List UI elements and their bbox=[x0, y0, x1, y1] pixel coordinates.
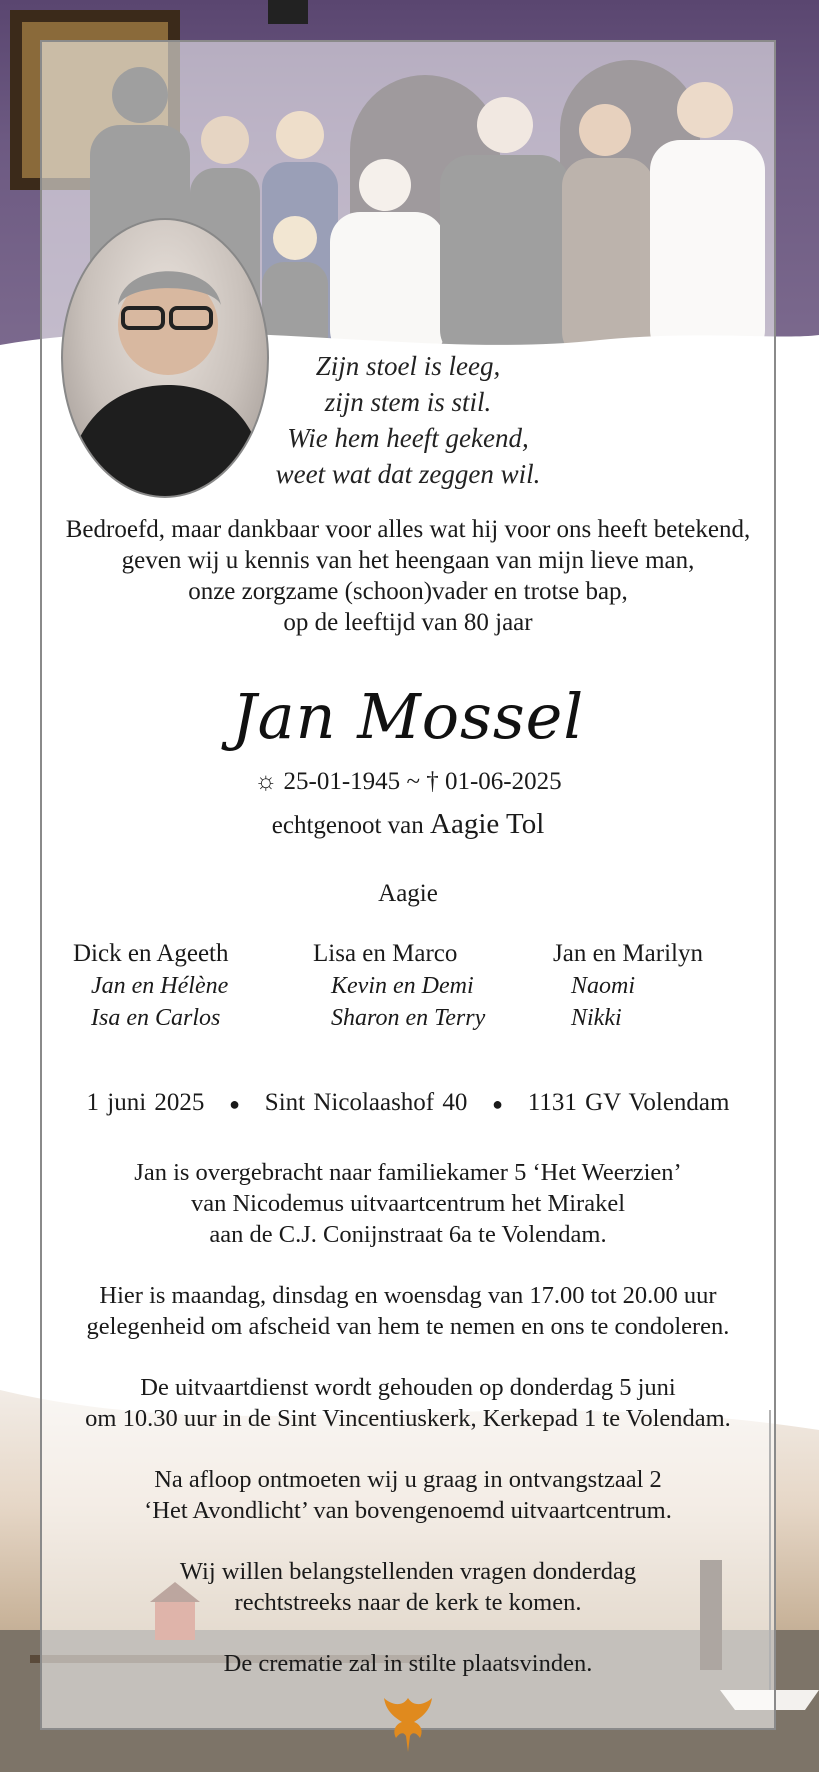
spouse-prefix: echtgenoot van bbox=[271, 812, 424, 839]
child-couple: Jan en Marilyn bbox=[553, 940, 703, 967]
signatory-wife: Aagie bbox=[378, 880, 438, 907]
family-column bbox=[553, 938, 703, 1034]
spouse-name: Aagie Tol bbox=[430, 808, 545, 840]
poem-line: zijn stem is stil. bbox=[324, 387, 492, 417]
spouse-line bbox=[40, 808, 776, 841]
paragraph-request bbox=[40, 1556, 776, 1618]
child-couple: Dick en Ageeth bbox=[73, 940, 229, 967]
bullet-icon: ● bbox=[229, 1094, 241, 1114]
announcement-line: onze zorgzame (schoon)vader en trotse bap, bbox=[188, 578, 628, 605]
paragraph-location bbox=[40, 1157, 776, 1250]
paragraph-line: De uitvaartdienst wordt gehouden op donderdag 5 juni bbox=[140, 1374, 676, 1401]
poem bbox=[40, 348, 776, 492]
family-column bbox=[73, 938, 229, 1034]
bullet-icon: ● bbox=[492, 1094, 504, 1114]
paragraph-line: Hier is maandag, dinsdag en woensdag van 17.00 tot 20.00 uur bbox=[99, 1282, 717, 1309]
paragraph-line: Jan is overgebracht naar familiekamer 5 ‘Het Weerzien’ bbox=[134, 1159, 682, 1186]
phoenix-icon bbox=[380, 1694, 436, 1756]
paragraph-line: gelegenheid om afscheid van hem te nemen en ons te condoleren. bbox=[86, 1313, 730, 1340]
grandchild: Sharon en Terry bbox=[331, 1005, 486, 1031]
grandchild: Isa en Carlos bbox=[91, 1005, 221, 1031]
paragraph-line: Na afloop ontmoeten wij u graag in ontvangstzaal 2 bbox=[154, 1466, 662, 1493]
paragraph-line: rechtstreeks naar de kerk te komen. bbox=[234, 1589, 582, 1616]
announcement-line: op de leeftijd van 80 jaar bbox=[283, 609, 533, 636]
correspondence-address bbox=[40, 1089, 776, 1117]
paragraph-reception bbox=[40, 1464, 776, 1526]
address-city: 1131 GV Volendam bbox=[527, 1089, 730, 1116]
life-dates bbox=[40, 768, 776, 796]
announcement-line: Bedroefd, maar dankbaar voor alles wat hij voor ons heeft betekend, bbox=[65, 516, 751, 543]
cross-icon: † bbox=[426, 768, 439, 795]
grandchild: Nikki bbox=[571, 1005, 622, 1031]
announcement-line: geven wij u kennis van het heengaan van mijn lieve man, bbox=[121, 547, 695, 574]
child-couple: Lisa en Marco bbox=[313, 940, 458, 967]
deceased-name: Jan Mossel bbox=[231, 680, 585, 753]
paragraph-line: van Nicodemus uitvaartcentrum het Mirakel bbox=[190, 1190, 626, 1217]
birth-date: 25-01-1945 bbox=[283, 768, 401, 795]
paragraph-line: om 10.30 uur in de Sint Vincentiuskerk, Kerkepad 1 te Volendam. bbox=[85, 1405, 731, 1432]
address-street: Sint Nicolaashof 40 bbox=[264, 1089, 468, 1116]
ceiling-speaker bbox=[268, 0, 308, 24]
paragraph-line: aan de C.J. Conijnstraat 6a te Volendam. bbox=[209, 1221, 607, 1248]
family-column bbox=[313, 938, 485, 1034]
paragraph-line: De crematie zal in stilte plaatsvinden. bbox=[223, 1650, 593, 1677]
paragraph-cremation bbox=[40, 1648, 776, 1679]
grandchild: Naomi bbox=[571, 973, 636, 999]
paragraph-service bbox=[40, 1372, 776, 1434]
poem-line: Zijn stoel is leeg, bbox=[315, 351, 501, 381]
death-date: 01-06-2025 bbox=[444, 768, 562, 795]
paragraph-line: ‘Het Avondlicht’ van bovengenoemd uitvaartcentrum. bbox=[144, 1497, 672, 1524]
paragraph-visiting bbox=[40, 1280, 776, 1342]
sun-icon: ☼ bbox=[254, 768, 278, 795]
address-date: 1 juni 2025 bbox=[86, 1089, 205, 1116]
grandchild: Jan en Hélène bbox=[91, 973, 229, 999]
date-separator: ~ bbox=[406, 768, 420, 795]
poem-line: weet wat dat zeggen wil. bbox=[275, 459, 541, 489]
grandchild: Kevin en Demi bbox=[331, 973, 474, 999]
paragraph-line: Wij willen belangstellenden vragen donderdag bbox=[179, 1558, 637, 1585]
announcement-text bbox=[40, 514, 776, 638]
poem-line: Wie hem heeft gekend, bbox=[287, 423, 529, 453]
